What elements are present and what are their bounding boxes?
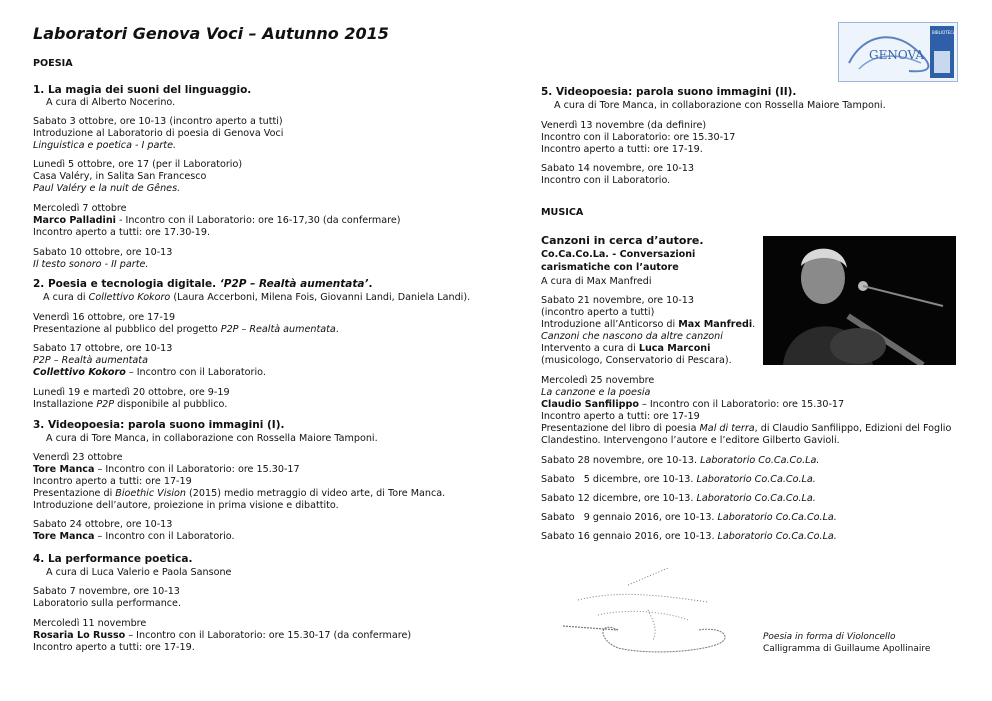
- lab1-event1-topic: Linguistica e poetica - I parte.: [33, 140, 177, 151]
- lab5-title: 5. Videopoesia: parola suono immagini (II).: [541, 86, 797, 98]
- lab5-curator: A cura di Tore Manca, in collaborazione con Rossella Maiore Tamponi.: [554, 100, 886, 111]
- calligram-caption-1: Poesia in forma di Violoncello: [763, 632, 896, 642]
- musician-photo: [763, 236, 956, 365]
- music-event1-topic: Canzoni che nascono da altre canzoni: [541, 331, 723, 342]
- page-title: Laboratori Genova Voci – Autunno 2015: [33, 24, 389, 43]
- music-curator: A cura di Max Manfredi: [541, 276, 652, 287]
- lab4-event2-desc: Rosaria Lo Russo – Incontro con il Laboratorio: ore 15.30-17 (da confermare): [33, 630, 412, 641]
- lab2-title: 2. Poesia e tecnologia digitale. ‘P2P – Realtà aumentata’.: [33, 278, 373, 290]
- lab1-event2-topic: Paul Valéry e la nuit de Gênes.: [33, 183, 181, 194]
- music-event2-guests: Clandestino. Intervengono l’autore e l’editore Gilberto Gavioli.: [541, 435, 840, 446]
- music-event1-speaker-role: (musicologo, Conservatorio di Pescara).: [541, 355, 732, 366]
- music-title: Canzoni in cerca d’autore.: [541, 234, 704, 247]
- lab3-event1-presentation: Presentazione di Bioethic Vision (2015) medio metraggio di video arte, di Tore Manca.: [33, 488, 446, 499]
- lab1-event4-date: Sabato 10 ottobre, ore 10-13: [33, 247, 173, 258]
- music-event2-open: Incontro aperto a tutti: ore 17-19: [541, 411, 700, 422]
- lab2-event3-date: Lunedì 19 e martedì 20 ottobre, ore 9-19: [33, 387, 230, 398]
- lab5-event1-lab: Incontro con il Laboratorio: ore 15.30-17: [541, 132, 736, 143]
- lab1-event1-date: Sabato 3 ottobre, ore 10-13 (incontro aperto a tutti): [33, 116, 283, 127]
- lab1-title: 1. La magia dei suoni del linguaggio.: [33, 84, 252, 96]
- lab4-event1-desc: Laboratorio sulla performance.: [33, 598, 181, 609]
- lab3-event1-date: Venerdì 23 ottobre: [33, 452, 123, 463]
- section-poesia: POESIA: [33, 58, 73, 69]
- lab1-event3-open: Incontro aperto a tutti: ore 17.30-19.: [33, 227, 211, 238]
- lab2-event2-date: Sabato 17 ottobre, ore 10-13: [33, 343, 173, 354]
- lab3-event1-intro: Introduzione dell’autore, proiezione in prima visione e dibattito.: [33, 500, 339, 511]
- lab2-curator: A cura di Collettivo Kokoro (Laura Accerboni, Milena Fois, Giovanni Landi, Daniela Landi).: [43, 292, 471, 303]
- lab1-event2-date: Lunedì 5 ottobre, ore 17 (per il Laboratorio): [33, 159, 243, 170]
- lab3-event1-open: Incontro aperto a tutti: ore 17-19: [33, 476, 192, 487]
- lab4-event2-date: Mercoledì 11 novembre: [33, 618, 147, 629]
- logo-text: GENOVA: [869, 48, 924, 62]
- lab1-event2-place: Casa Valéry, in Salita San Francesco: [33, 171, 207, 182]
- lab5-event2-desc: Incontro con il Laboratorio.: [541, 175, 671, 186]
- lab3-event2-date: Sabato 24 ottobre, ore 10-13: [33, 519, 173, 530]
- section-musica: MUSICA: [541, 207, 584, 218]
- genova-voci-logo: [838, 22, 958, 82]
- lab1-event4-topic: Il testo sonoro - II parte.: [33, 259, 149, 270]
- lab3-curator: A cura di Tore Manca, in collaborazione con Rossella Maiore Tamponi.: [46, 433, 378, 444]
- music-date-2: Sabato 5 dicembre, ore 10-13. Laboratorio Co.Ca.Co.La.: [541, 474, 816, 485]
- music-date-1: Sabato 28 novembre, ore 10-13. Laboratorio Co.Ca.Co.La.: [541, 455, 820, 466]
- lab5-event1-date: Venerdì 13 novembre (da definire): [541, 120, 707, 131]
- music-date-3: Sabato 12 dicembre, ore 10-13. Laboratorio Co.Ca.Co.La.: [541, 493, 816, 504]
- logo-graphic: [839, 23, 957, 81]
- lab1-event3-date: Mercoledì 7 ottobre: [33, 203, 127, 214]
- lab1-event3-desc: Marco Palladini - Incontro con il Laboratorio: ore 16-17,30 (da confermare): [33, 215, 401, 226]
- lab4-title: 4. La performance poetica.: [33, 553, 193, 565]
- lab5-event2-date: Sabato 14 novembre, ore 10-13: [541, 163, 695, 174]
- music-event2-topic: La canzone e la poesia: [541, 387, 651, 398]
- lab4-event2-open: Incontro aperto a tutti: ore 17-19.: [33, 642, 195, 653]
- lab4-event1-date: Sabato 7 novembre, ore 10-13: [33, 586, 180, 597]
- music-date-5: Sabato 16 gennaio 2016, ore 10-13. Laboratorio Co.Ca.Co.La.: [541, 531, 837, 542]
- logo-side-text: BIBLIOTECA: [932, 30, 956, 35]
- music-subtitle-1: Co.Ca.Co.La. - Conversazioni: [541, 249, 696, 260]
- music-event1-intro: Introduzione all’Anticorso di Max Manfredi.: [541, 319, 756, 330]
- lab1-curator: A cura di Alberto Nocerino.: [46, 97, 176, 108]
- music-subtitle-2: carismatiche con l’autore: [541, 262, 679, 273]
- lab5-event1-open: Incontro aperto a tutti: ore 17-19.: [541, 144, 703, 155]
- lab4-curator: A cura di Luca Valerio e Paola Sansone: [46, 567, 232, 578]
- music-event2-date: Mercoledì 25 novembre: [541, 375, 655, 386]
- music-event1-open: (incontro aperto a tutti): [541, 307, 655, 318]
- music-event2-book: Presentazione del libro di poesia Mal di terra, di Claudio Sanfilippo, Edizioni del Foglio: [541, 423, 952, 434]
- music-event1-speaker: Intervento a cura di Luca Marconi: [541, 343, 711, 354]
- music-event2-desc: Claudio Sanfilippo – Incontro con il Laboratorio: ore 15.30-17: [541, 399, 845, 410]
- music-event1-date: Sabato 21 novembre, ore 10-13: [541, 295, 695, 306]
- lab1-event1-desc: Introduzione al Laboratorio di poesia di Genova Voci: [33, 128, 284, 139]
- lab3-event2-desc: Tore Manca – Incontro con il Laboratorio.: [33, 531, 235, 542]
- lab2-event1-desc: Presentazione al pubblico del progetto P2P – Realtà aumentata.: [33, 324, 339, 335]
- lab3-title: 3. Videopoesia: parola suono immagini (I).: [33, 419, 285, 431]
- lab2-event2-topic: P2P – Realtà aumentata: [33, 355, 148, 366]
- calligram-caption-2: Calligramma di Guillaume Apollinaire: [763, 644, 931, 654]
- lab2-event3-desc: Installazione P2P disponibile al pubblico.: [33, 399, 228, 410]
- music-date-4: Sabato 9 gennaio 2016, ore 10-13. Laboratorio Co.Ca.Co.La.: [541, 512, 837, 523]
- lab2-event1-date: Venerdì 16 ottobre, ore 17-19: [33, 312, 176, 323]
- lab2-event2-desc: Collettivo Kokoro – Incontro con il Laboratorio.: [33, 367, 266, 378]
- cello-calligram: [558, 560, 758, 660]
- lab3-event1-desc: Tore Manca – Incontro con il Laboratorio: ore 15.30-17: [33, 464, 300, 475]
